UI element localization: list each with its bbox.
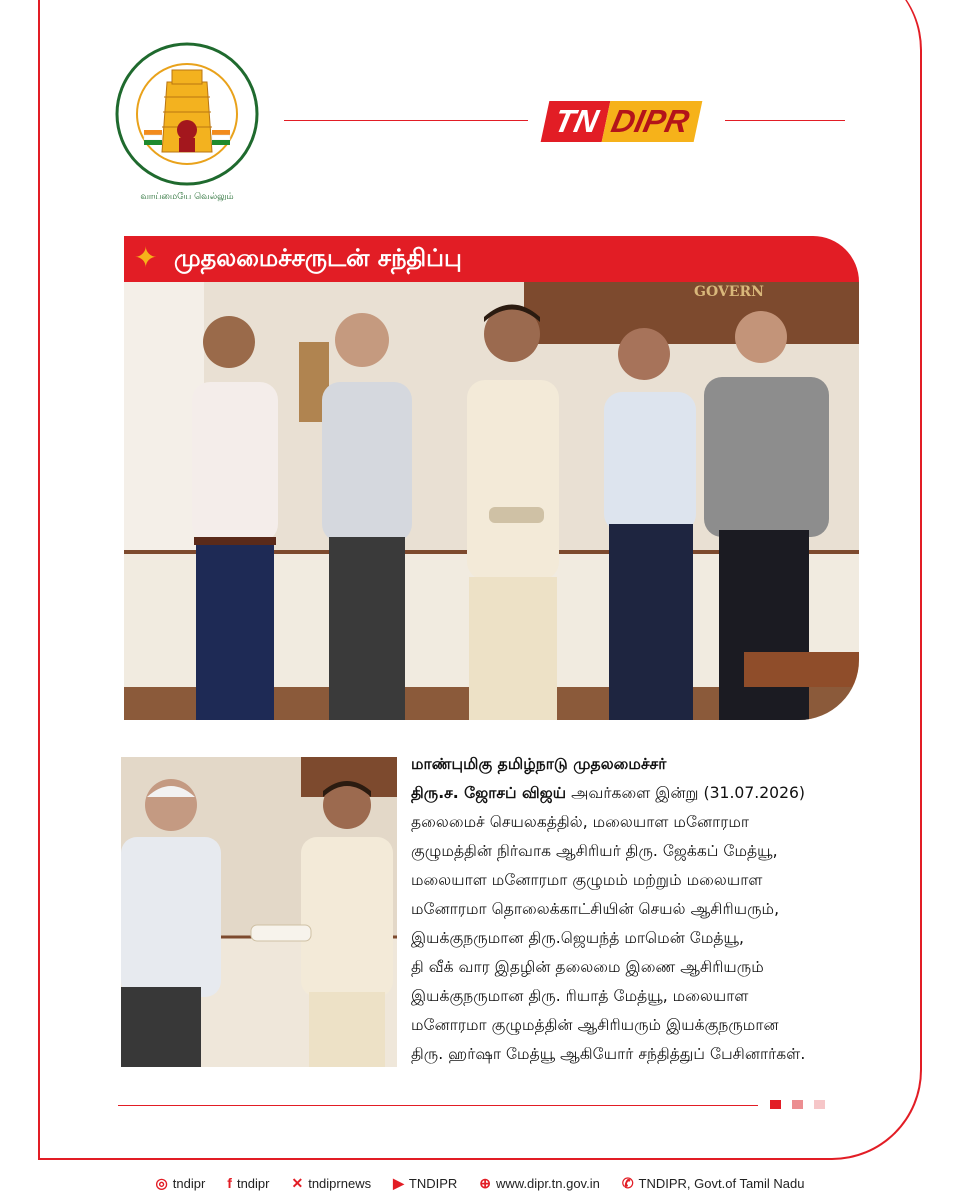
- sparkle-icon: ✦: [134, 241, 158, 274]
- globe-icon: ⊕: [479, 1174, 491, 1191]
- instagram-icon: ◎: [155, 1174, 168, 1191]
- page-dot-2: [792, 1100, 803, 1109]
- x-handle: tndiprnews: [308, 1175, 372, 1191]
- whatsapp-handle: TNDIPR, Govt.of Tamil Nadu: [638, 1175, 805, 1191]
- footer-whatsapp[interactable]: [622, 1166, 805, 1200]
- page-title: முதலமைச்சருடன் சந்திப்பு: [174, 244, 462, 272]
- article-line: இயக்குநருமான திரு. ரியாத் மேத்யூ, மலையாள: [411, 987, 749, 1005]
- article-line: இயக்குநருமான திரு.ஜெயந்த் மாமென் மேத்யூ,: [411, 929, 744, 947]
- cm-name: திரு.ச. ஜோசப் விஜய்: [411, 784, 567, 802]
- facebook-handle: tndipr: [236, 1175, 270, 1191]
- instagram-handle: tndipr: [172, 1175, 206, 1191]
- article-line: மலையாள மனோரமா குழுமம் மற்றும் மலையாள: [411, 871, 763, 889]
- x-icon: ✕: [291, 1174, 304, 1191]
- article-line: மனோரமா குழுமத்தின் ஆசிரியரும் இயக்குநருமான: [411, 1016, 779, 1034]
- secondary-photo: [121, 757, 397, 1067]
- youtube-icon: ▶: [393, 1174, 404, 1191]
- logo-tn: TN: [541, 101, 610, 142]
- frame-mask: [0, 0, 38, 1200]
- title-ribbon: [124, 236, 859, 282]
- footer-youtube[interactable]: [393, 1166, 457, 1200]
- article-line: தி வீக் வார இதழின் தலைமை இணை ஆசிரியரும்: [411, 958, 764, 976]
- group-photo-illustration: [124, 282, 859, 720]
- footer-x[interactable]: [291, 1166, 371, 1200]
- handshake-photo-illustration: [121, 757, 397, 1067]
- article-line: தலைமைச் செயலகத்தில், மலையாள மனோரமா: [411, 813, 750, 831]
- footer-website[interactable]: [479, 1166, 600, 1200]
- logo-dipr: DIPR: [601, 101, 702, 142]
- page-dot-3: [814, 1100, 825, 1109]
- footer-instagram[interactable]: [156, 1166, 206, 1200]
- cm-title: மாண்புமிகு தமிழ்நாடு முதலமைச்சர்: [411, 755, 667, 773]
- article-line: திரு. ஹர்ஷா மேத்யூ ஆகியோர் சந்தித்துப் பேசினார்கள்.: [411, 1045, 806, 1063]
- main-photo: [124, 282, 859, 720]
- social-footer: [0, 1166, 960, 1200]
- tndipr-logo: [545, 97, 698, 145]
- page-dot-1: [770, 1100, 781, 1109]
- article-line: மனோரமா தொலைக்காட்சியின் செயல் ஆசிரியரும்,: [411, 900, 780, 918]
- wall-sign: GOVERN: [694, 284, 764, 300]
- facebook-icon: f: [227, 1175, 232, 1191]
- article-body: [411, 750, 901, 1069]
- footer-facebook[interactable]: [227, 1166, 269, 1200]
- article-line-2-rest: அவர்களை இன்று (31.07.2026): [566, 784, 806, 802]
- whatsapp-icon: ✆: [621, 1174, 634, 1191]
- header-divider-left: [284, 120, 528, 121]
- youtube-handle: TNDIPR: [408, 1175, 458, 1191]
- emblem-motto: வாய்மையே வெல்லும்: [140, 192, 234, 202]
- article-line-2: [411, 779, 901, 808]
- emblem-seal-icon: [112, 42, 262, 192]
- header-divider-right: [725, 120, 845, 121]
- article-line-1: [411, 750, 901, 779]
- tn-government-emblem: [112, 42, 262, 202]
- article-line: குழுமத்தின் நிர்வாக ஆசிரியர் திரு. ஜேக்கப் மேத்யூ,: [411, 842, 778, 860]
- website-url: www.dipr.tn.gov.in: [496, 1175, 600, 1191]
- bottom-divider: [118, 1105, 758, 1106]
